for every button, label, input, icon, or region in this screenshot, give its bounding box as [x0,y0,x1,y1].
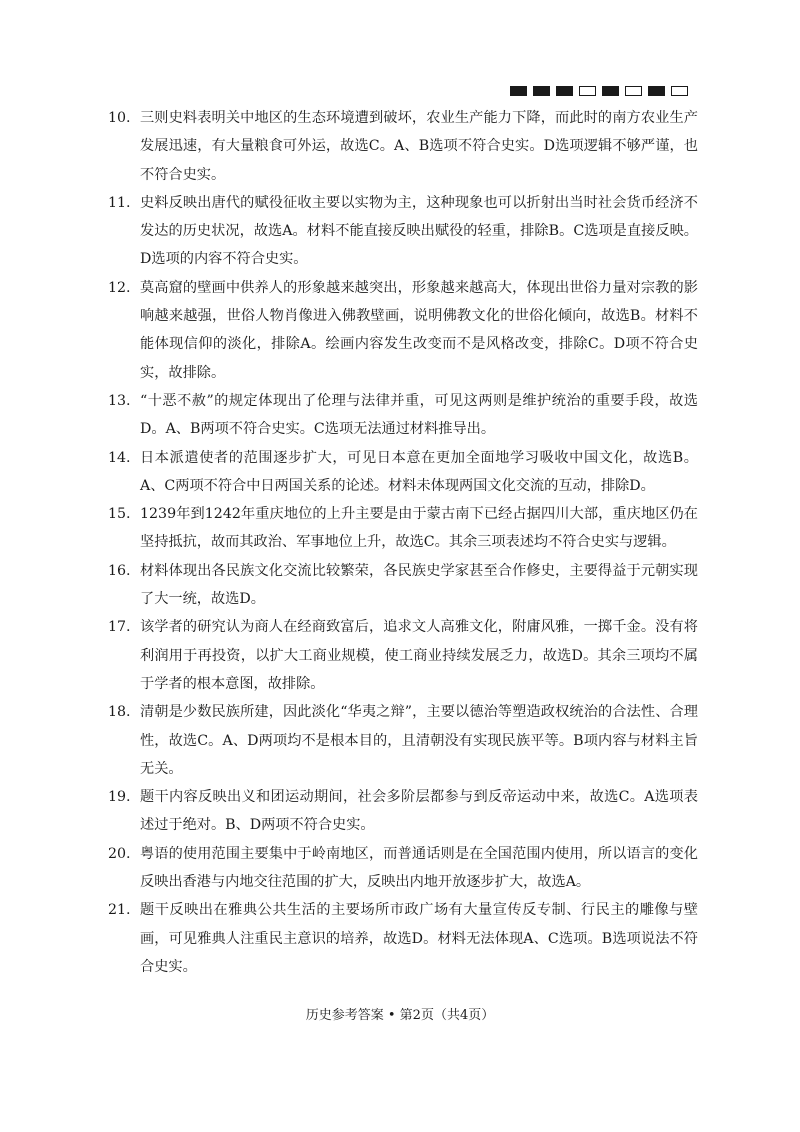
page-footer: 历史参考答案 • 第2页（共4页） [305,1008,495,1023]
answer-item [108,444,698,501]
answer-item [108,783,698,840]
answer-text: 题干反映出在雅典公共生活的主要场所市政广场有大量宣传反专制、行民主的雕像与壁画，可见雅典人注重民主意识的培养，故选D。材料无法体现A、C选项。B选项说法不符合史实。 [140,902,698,975]
answer-item [108,189,698,274]
answer-list [108,104,698,981]
answer-number: 19. [108,789,131,806]
answer-text: 三则史料表明关中地区的生态环境遭到破坏，农业生产能力下降，而此时的南方农业生产发展迅速，有大量粮食可外运，故选C。A、B选项不符合史实。D选项逻辑不够严谨，也不符合史实。 [140,110,698,183]
answer-item [108,500,698,557]
answer-text: 史料反映出唐代的赋役征收主要以实物为主，这种现象也可以折射出当时社会货币经济不发达的历史状况，故选A。材料不能直接反映出赋役的轻重，排除B。C选项是直接反映。D选项的内容不符合史实。 [140,194,698,268]
answer-number: 17. [108,619,131,636]
answer-item [108,274,698,387]
marker-block [533,86,550,96]
marker-block [602,86,619,96]
marker-block [648,86,665,96]
answer-number: 14. [108,449,131,466]
marker-block [625,86,642,96]
answer-number: 21. [108,902,131,919]
answer-text: 粤语的使用范围主要集中于岭南地区，而普通话则是在全国范围内使用，所以语言的变化反映出香港与内地交往范围的扩大，反映出内地开放逐步扩大，故选A。 [140,845,698,891]
answer-item [108,613,698,698]
marker-block [671,86,688,96]
answer-number: 16. [108,562,131,579]
answer-item [108,698,698,783]
answer-item [108,557,698,614]
answer-item [108,387,698,444]
answer-text: 该学者的研究认为商人在经商致富后，追求文人高雅文化，附庸风雅，一掷千金。没有将利润用于再投资，以扩大工商业规模，使工商业持续发展乏力，故选D。其余三项均不属于学者的根本意图，故排除。 [140,619,698,692]
answer-item [108,896,698,981]
answer-number: 11. [108,194,131,211]
answer-text: 莫高窟的壁画中供养人的形象越来越突出，形象越来越高大，体现出世俗力量对宗教的影响越来越强，世俗人物肖像进入佛教壁画，说明佛教文化的世俗化倾向，故选B。材料不能体现信仰的淡化，排除A。绘画内容发生改变而不是风格改变，排除C。D项不符合史实，故排除。 [140,279,698,381]
answer-number: 15. [108,506,131,523]
answer-text: 日本派遣使者的范围逐步扩大，可见日本意在更加全面地学习吸收中国文化，故选B。A、C两项不符合中日两国关系的论述。材料未体现两国文化交流的互动，排除D。 [140,449,698,494]
answer-number: 10. [108,110,131,126]
answer-number: 20. [108,845,131,862]
answer-item [108,840,698,897]
answer-text: 题干内容反映出义和团运动期间，社会多阶层都参与到反帝运动中来，故选C。A选项表述过于绝对。B、D两项不符合史实。 [140,789,698,834]
answer-text: 清朝是少数民族所建，因此淡化“华夷之辩”，主要以德治等塑造政权统治的合法性、合理性，故选C。A、D两项均不是根本目的，且清朝没有实现民族平等。B项内容与材料主旨无关。 [140,704,698,777]
marker-block [579,86,596,96]
answer-item [108,104,698,189]
page-marker-bar [510,86,688,96]
answer-text: “十恶不赦”的规定体现出了伦理与法律并重，可见这两则是维护统治的重要手段，故选D。A、B两项不符合史实。C选项无法通过材料推导出。 [140,392,698,438]
marker-block [510,86,527,96]
answer-number: 18. [108,704,131,721]
answer-text: 1239年到1242年重庆地位的上升主要是由于蒙古南下已经占据四川大部，重庆地区仍在坚持抵抗，故而其政治、军事地位上升，故选C。其余三项表述均不符合史实与逻辑。 [140,506,698,551]
answer-text: 材料体现出各民族文化交流比较繁荣，各民族史学家甚至合作修史，主要得益于元朝实现了大一统，故选D。 [140,562,698,608]
marker-block [556,86,573,96]
answer-number: 12. [108,279,131,296]
answer-number: 13. [108,392,131,409]
